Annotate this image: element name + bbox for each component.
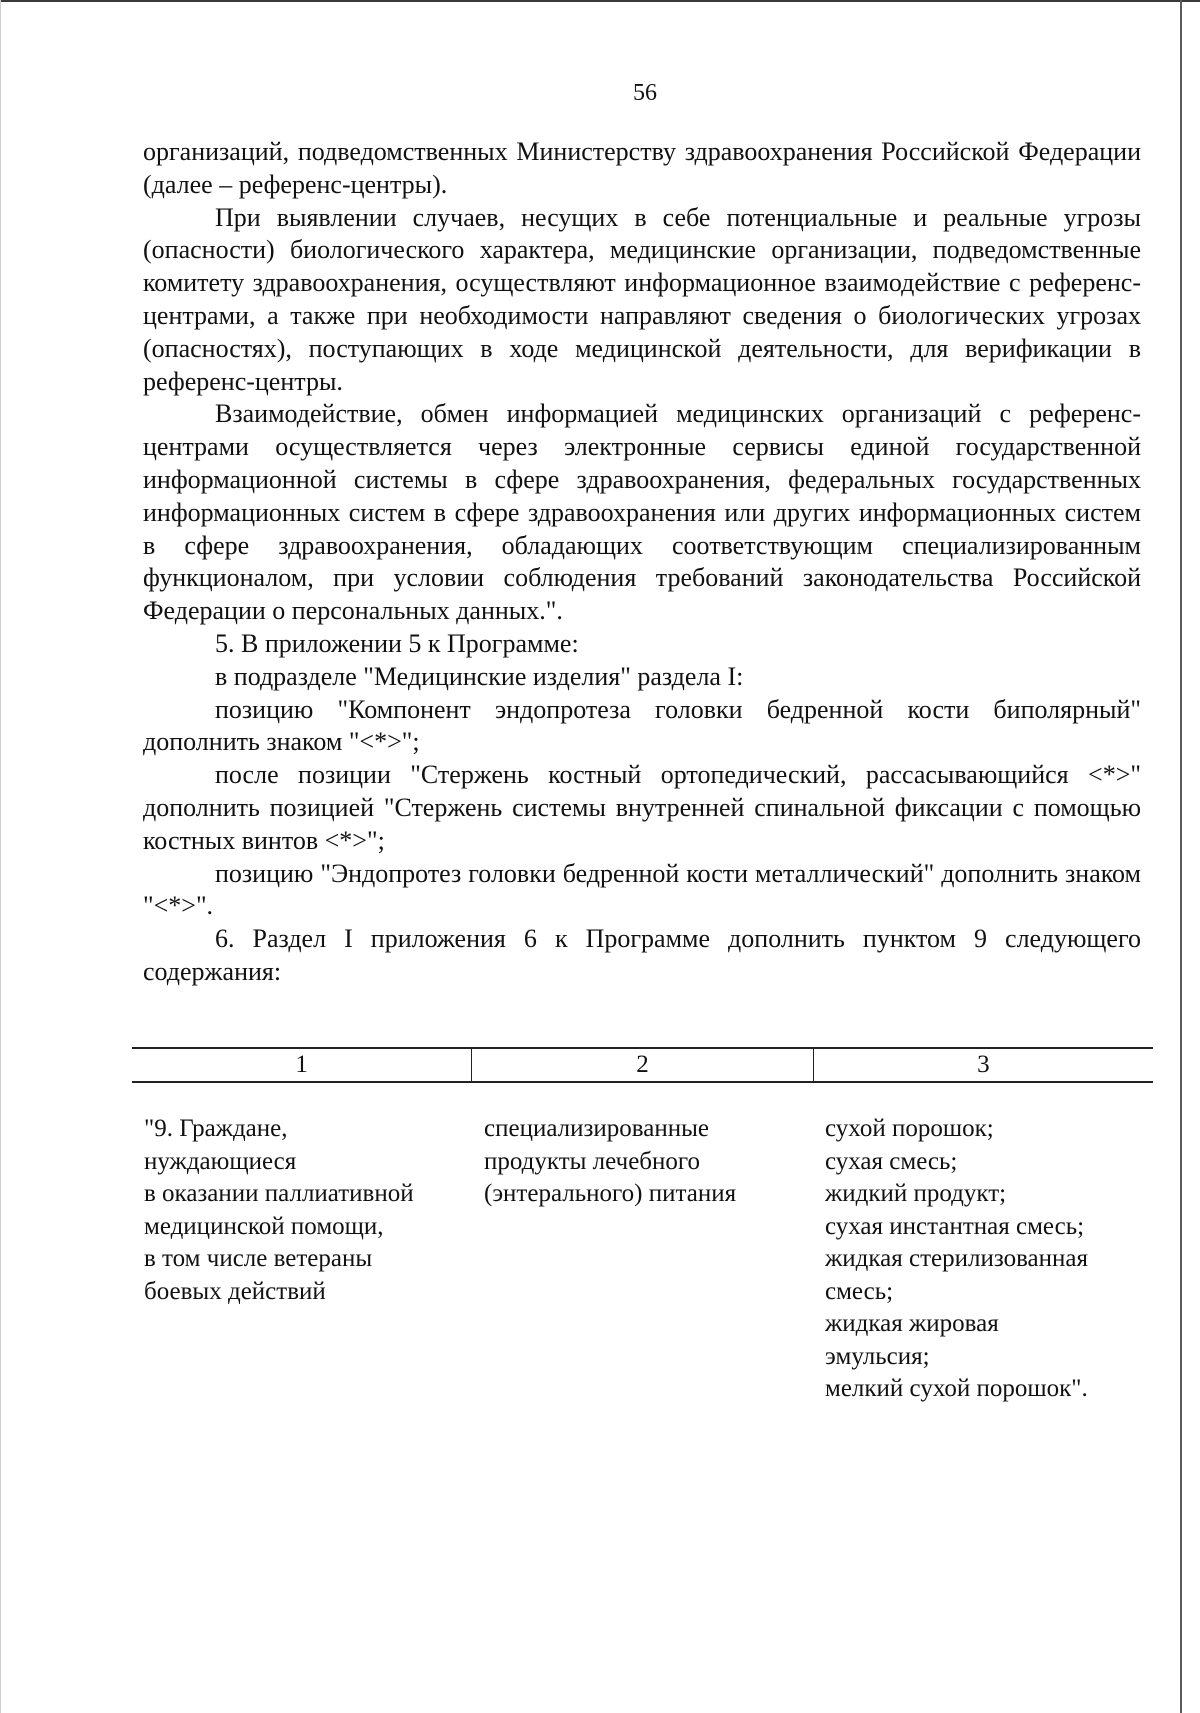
cell-line: специализированные	[484, 1115, 709, 1142]
cell-line: жидкая жировая	[825, 1310, 999, 1337]
cell-line: боевых действий	[144, 1277, 326, 1305]
paragraph-9: 6. Раздел I приложения 6 к Программе дополнить пунктом 9 следующего содержания:	[143, 924, 1141, 986]
nutrition-table	[132, 1047, 1153, 1406]
table-cell-product	[472, 1113, 813, 1406]
cell-line: сухая инстантная смесь;	[825, 1212, 1085, 1240]
paragraph-1: организаций, подведомственных Министерству здравоохранения Российской Федерации (далее – референс-центры).	[143, 137, 1141, 199]
cell-line: эмульсия;	[825, 1342, 930, 1370]
cell-line: в оказании паллиативной	[144, 1180, 414, 1207]
cell-line: мелкий сухой порошок".	[825, 1375, 1088, 1402]
scan-edge-left	[0, 0, 1, 1713]
table-header	[132, 1047, 1153, 1083]
cell-line: жидкая стерилизованная	[825, 1245, 1088, 1272]
body-text	[143, 136, 1141, 989]
cell-line: жидкий продукт;	[825, 1180, 1007, 1207]
table-cell-forms	[813, 1113, 1153, 1406]
cell-line: медицинской помощи,	[144, 1212, 384, 1240]
scan-edge-right	[1180, 0, 1182, 1713]
table-header-cell: 2	[471, 1049, 812, 1081]
paragraph-7: после позиции "Стержень костный ортопедический, рассасывающийся <*>" дополнить позицией "Стержень системы внутренней спинальной фиксации с помощью костных винтов <*>";	[143, 760, 1141, 855]
cell-line: сухая смесь;	[825, 1147, 958, 1175]
cell-line: (энтерального) питания	[484, 1180, 737, 1207]
paragraph-6: позицию "Компонент эндопротеза головки бедренной кости биполярный" дополнить знаком "<*>";	[143, 694, 1141, 757]
paragraph-3: Взаимодействие, обмен информацией медицинских организаций с референс-центрами осуществляется через электронные сервисы единой государственной информационной системы в сфере здравоохранения, федеральных государственных информационных систем в сфере здравоохранения или других информационных систем в сфере здравоохранения, обладающих соответствующим специализированным функционалом, при условии соблюдения требований законодательства Российской Федерации о персональных данных.".	[143, 399, 1141, 626]
paragraph-4: 5. В приложении 5 к Программе:	[215, 628, 579, 658]
table-header-cell: 1	[295, 1051, 308, 1078]
cell-line: "9. Граждане,	[144, 1115, 288, 1142]
table-row	[132, 1113, 1153, 1406]
table-header-cell: 3	[813, 1049, 1153, 1081]
paragraph-5: в подразделе "Медицинские изделия" раздела I:	[215, 661, 744, 691]
cell-line: продукты лечебного	[484, 1147, 701, 1175]
cell-line: в том числе ветераны	[144, 1245, 373, 1272]
page-number: 56	[633, 80, 657, 106]
cell-line: смесь;	[825, 1277, 894, 1305]
scan-edge-top	[0, 0, 1200, 2]
cell-line: сухой порошок;	[825, 1115, 994, 1142]
paragraph-8: позицию "Эндопротез головки бедренной кости металлический" дополнить знаком "<*>".	[143, 858, 1141, 921]
paragraph-2: При выявлении случаев, несущих в себе потенциальные и реальные угрозы (опасности) биологического характера, медицинские организации, подведомственные комитету здравоохранения, осуществляют информационное взаимодействие с референс-центрами, а также при необходимости направляют сведения о биологических угрозах (опасностях), поступающих в ходе медицинской деятельности, для верификации в референс-центры.	[143, 202, 1141, 396]
cell-line: нуждающиеся	[144, 1147, 297, 1175]
table-cell-category	[132, 1113, 472, 1406]
